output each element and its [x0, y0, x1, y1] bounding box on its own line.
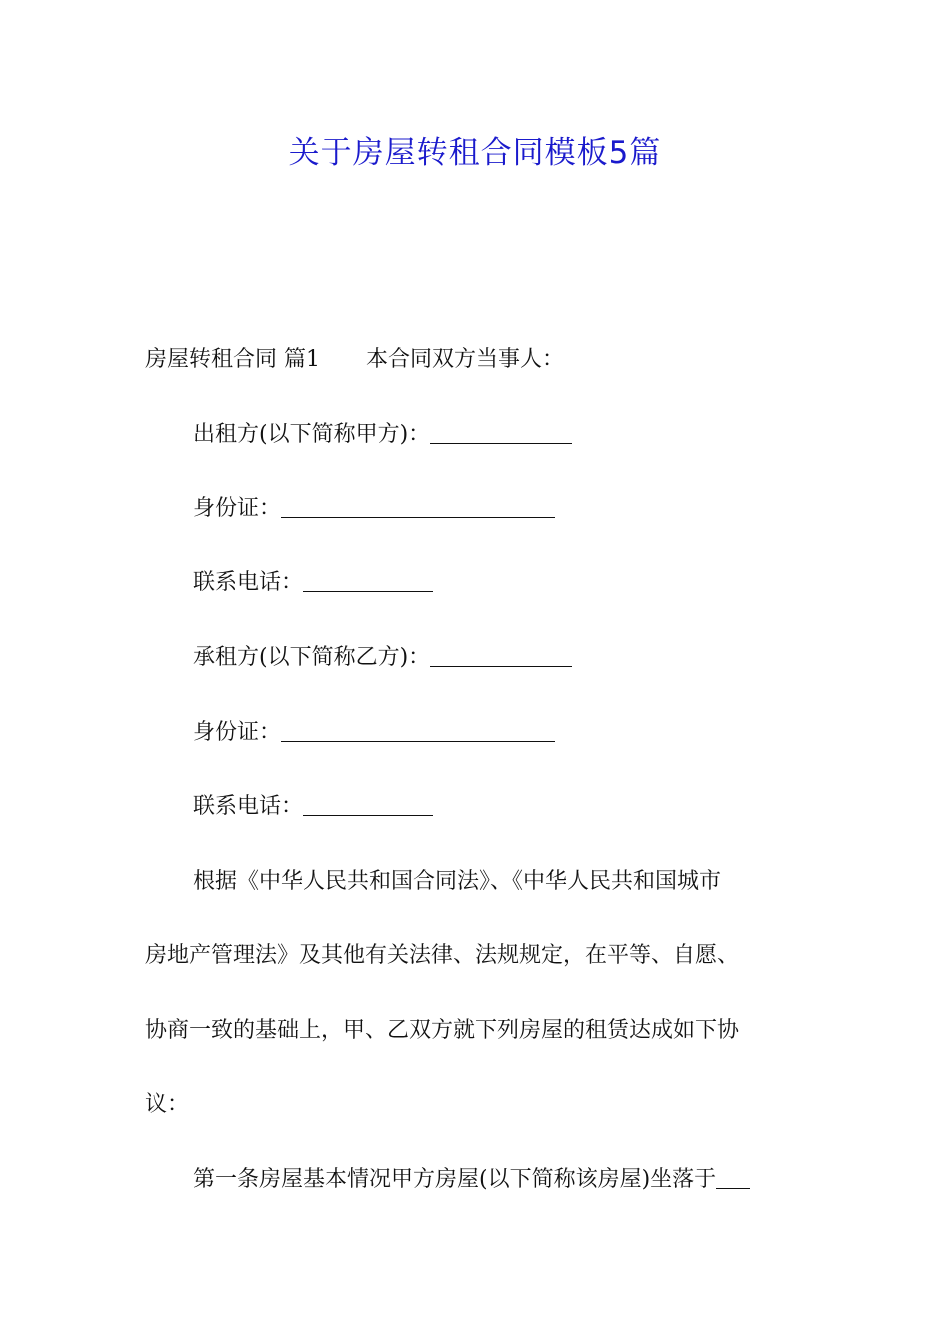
field-lessee-phone: [193, 791, 433, 823]
article-one-text: 第一条房屋基本情况甲方房屋(以下简称该房屋)坐落于: [193, 1167, 717, 1192]
field-lessee: [193, 642, 572, 674]
paragraph-line: 协商一致的基础上，甲、乙双方就下列房屋的租赁达成如下协: [145, 1018, 740, 1043]
field-lessor-blank: [430, 421, 572, 444]
field-lessor-phone-blank: [303, 569, 433, 592]
field-lessor: [193, 419, 572, 451]
article-one-blank: [716, 1166, 750, 1189]
field-lessor-id-label: 身份证：: [193, 496, 282, 521]
field-lessee-label: 承租方(以下简称乙方)：: [193, 645, 431, 670]
article-one: [193, 1164, 750, 1196]
field-lessor-phone: [193, 567, 433, 599]
field-lessor-label: 出租方(以下简称甲方)：: [193, 422, 431, 447]
field-lessee-id: [193, 717, 555, 749]
field-lessee-phone-label: 联系电话：: [193, 794, 304, 819]
paragraph-line: 议：: [145, 1092, 190, 1117]
paragraph-line: 房地产管理法》及其他有关法律、法规规定，在平等、自愿、: [145, 943, 740, 968]
field-lessee-id-label: 身份证：: [193, 720, 282, 745]
section-heading: [145, 344, 564, 376]
paragraph-line: 根据《中华人民共和国合同法》、《中华人民共和国城市: [193, 869, 722, 894]
field-lessor-id: [193, 493, 555, 525]
field-lessor-id-blank: [281, 495, 555, 518]
field-lessee-id-blank: [281, 719, 555, 742]
field-lessee-phone-blank: [303, 793, 433, 816]
section-heading-intro: 本合同双方当事人：: [366, 347, 565, 372]
field-lessee-blank: [430, 644, 572, 667]
document-title: 关于房屋转租合同模板5篇: [288, 135, 662, 171]
section-heading-label: 房屋转租合同 篇1: [145, 347, 320, 372]
field-lessor-phone-label: 联系电话：: [193, 570, 304, 595]
